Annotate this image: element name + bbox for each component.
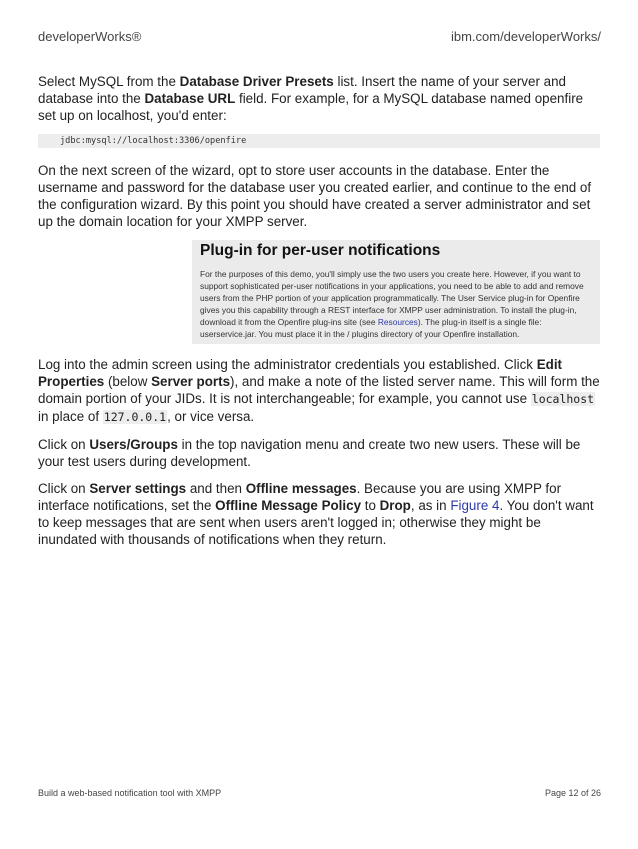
term-server-ports: Server ports [151, 374, 231, 389]
term-database-url: Database URL [144, 91, 236, 106]
paragraph-offline-messages: Click on Server settings and then Offline messages. Because you are using XMPP for interface notifications, set the Offline Message Policy to Drop, as in Figure 4. You don't want to keep messages that are sent when users aren't logged in; otherwise they might be inundated with thousands of notifications when they return. [38, 481, 594, 547]
paragraph-admin-screen: Log into the admin screen using the administrator credentials you established. Click Edit Properties (below Server ports), and make a note of the listed server name. This will form the domain portion of your JIDs. It is not interchangeable; for example, you cannot use localhost in place of 127.0.0.1, or vice versa. [38, 357, 600, 424]
code-line: jdbc:mysql://localhost:3306/openfire [60, 136, 247, 146]
code-ip-address: 127.0.0.1 [103, 410, 167, 424]
term-drop: Drop [379, 498, 411, 513]
code-block [38, 134, 600, 148]
paragraph-users-groups: Click on Users/Groups in the top navigation menu and create two new users. These will be your test users during development. [38, 437, 581, 469]
figure-4-link[interactable]: Figure 4 [450, 498, 500, 513]
header-url: ibm.com/developerWorks/ [450, 29, 601, 44]
footer-title: Build a web-based notification tool with XMPP [38, 788, 222, 798]
paragraph-wizard: On the next screen of the wizard, opt to store user accounts in the database. Enter the username and password for the database user you created earlier, and continue to the end of the configuration wizard. By this point you should have created a server administrator and set up the domain location for your XMPP server. [38, 163, 592, 229]
article-body [38, 73, 600, 558]
term-offline-messages: Offline messages [245, 481, 357, 496]
term-database-driver-presets: Database Driver Presets [179, 74, 334, 89]
term-edit-properties: Edit Properties [38, 357, 562, 389]
page-number: Page 12 of 26 [544, 788, 601, 798]
paragraph-database-url: Select MySQL from the Database Driver Presets list. Insert the name of your server and database into the Database URL field. For example, for a MySQL database named openfire set up on localhost, you'd enter: [38, 74, 584, 123]
code-localhost: localhost [531, 392, 595, 406]
resources-link[interactable]: Resources [377, 317, 418, 327]
sidebar-plugin-note [192, 240, 600, 344]
term-server-settings: Server settings [89, 481, 187, 496]
term-offline-message-policy: Offline Message Policy [215, 498, 362, 513]
sidebar-title: Plug-in for per-user notifications [200, 242, 441, 259]
sidebar-body: For the purposes of this demo, you'll simply use the two users you create here. However, if you want to support sophisticated per-user notifications in your applications, you need to be able to add and remove users from the PHP portion of your application programmatically. The User Service plug-in for Openfire gives you this capability through a REST interface for XMPP user administration. To install the plug-in, download it from the Openfire plug-ins site (see Resources). The plug-in itself is a single file: userservice.jar. You must place it in the / plugins directory of your Openfire installation. [200, 269, 584, 339]
header-brand: developerWorks® [38, 29, 142, 44]
term-users-groups: Users/Groups [89, 437, 178, 452]
